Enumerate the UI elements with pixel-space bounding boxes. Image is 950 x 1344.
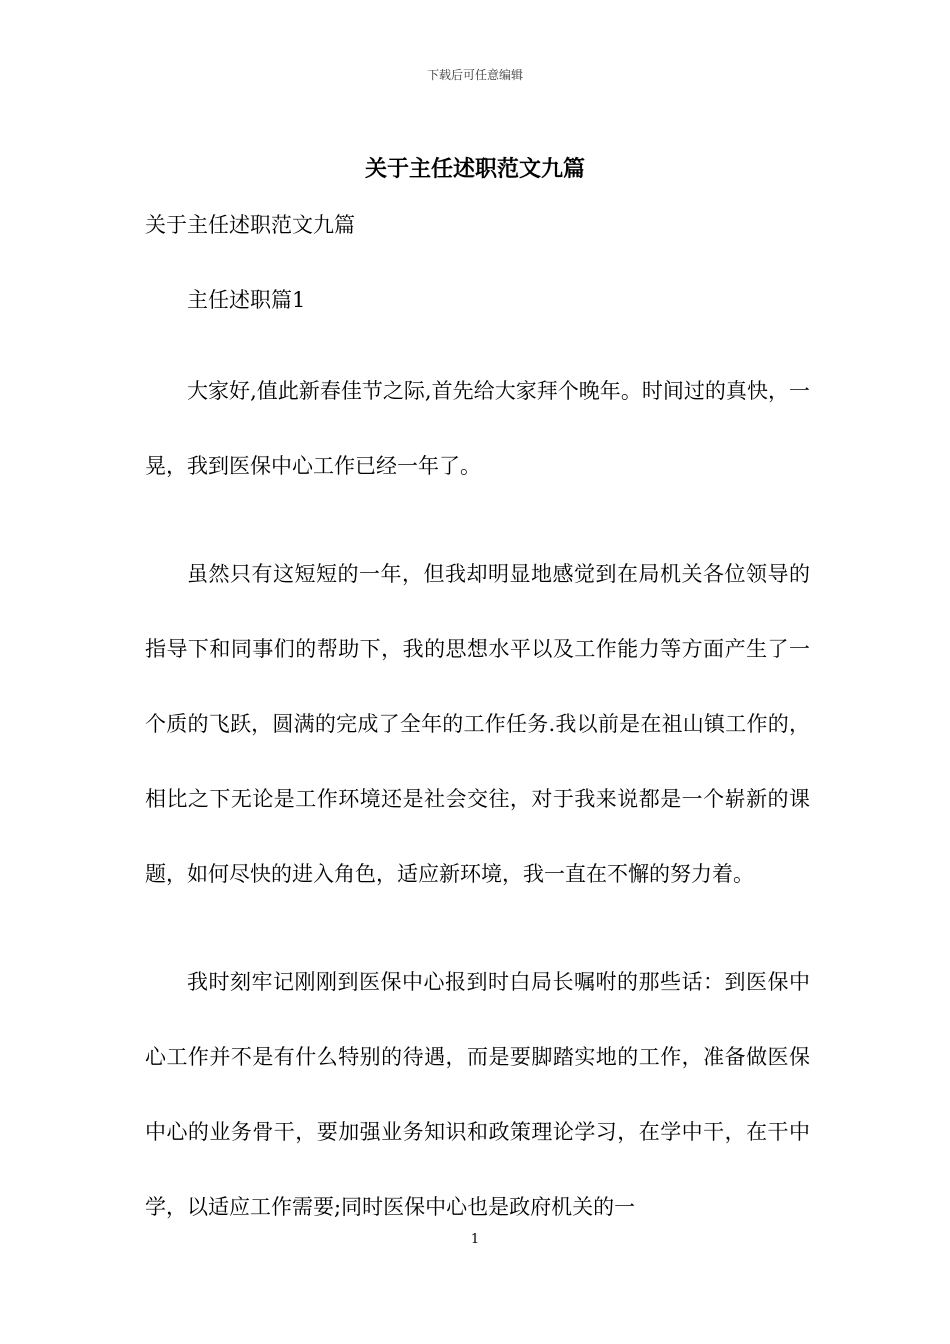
document-subtitle: 关于主任述职范文九篇: [145, 213, 355, 237]
page-number: 1: [470, 1232, 480, 1247]
body-paragraph: 大家好,值此新春佳节之际,首先给大家拜个晚年。时间过的真快，一晃，我到医保中心工作已经一年了。: [145, 379, 810, 478]
body-paragraph: 虽然只有这短短的一年，但我却明显地感觉到在局机关各位领导的指导下和同事们的帮助下，我的思想水平以及工作能力等方面产生了一个质的飞跃，圆满的完成了全年的工作任务.我以前是在祖山镇工作的，相比之下无论是工作环境还是社会交往，对于我来说都是一个崭新的课题，如何尽快的进入角色，适应新环境，我一直在不懈的努力着。: [145, 562, 810, 886]
header-note: 下载后可任意编辑: [426, 68, 523, 82]
document-body: [145, 204, 810, 1245]
document-title: 关于主任述职范文九篇: [364, 156, 585, 182]
body-paragraph: 我时刻牢记刚刚到医保中心报到时白局长嘱咐的那些话：到医保中心工作并不是有什么特别的待遇，而是要脚踏实地的工作，准备做医保中心的业务骨干，要加强业务知识和政策理论学习，在学中干，在干中学，以适应工作需要;同时医保中心也是政府机关的一: [145, 970, 810, 1219]
section-heading: 主任述职篇1: [187, 288, 306, 312]
